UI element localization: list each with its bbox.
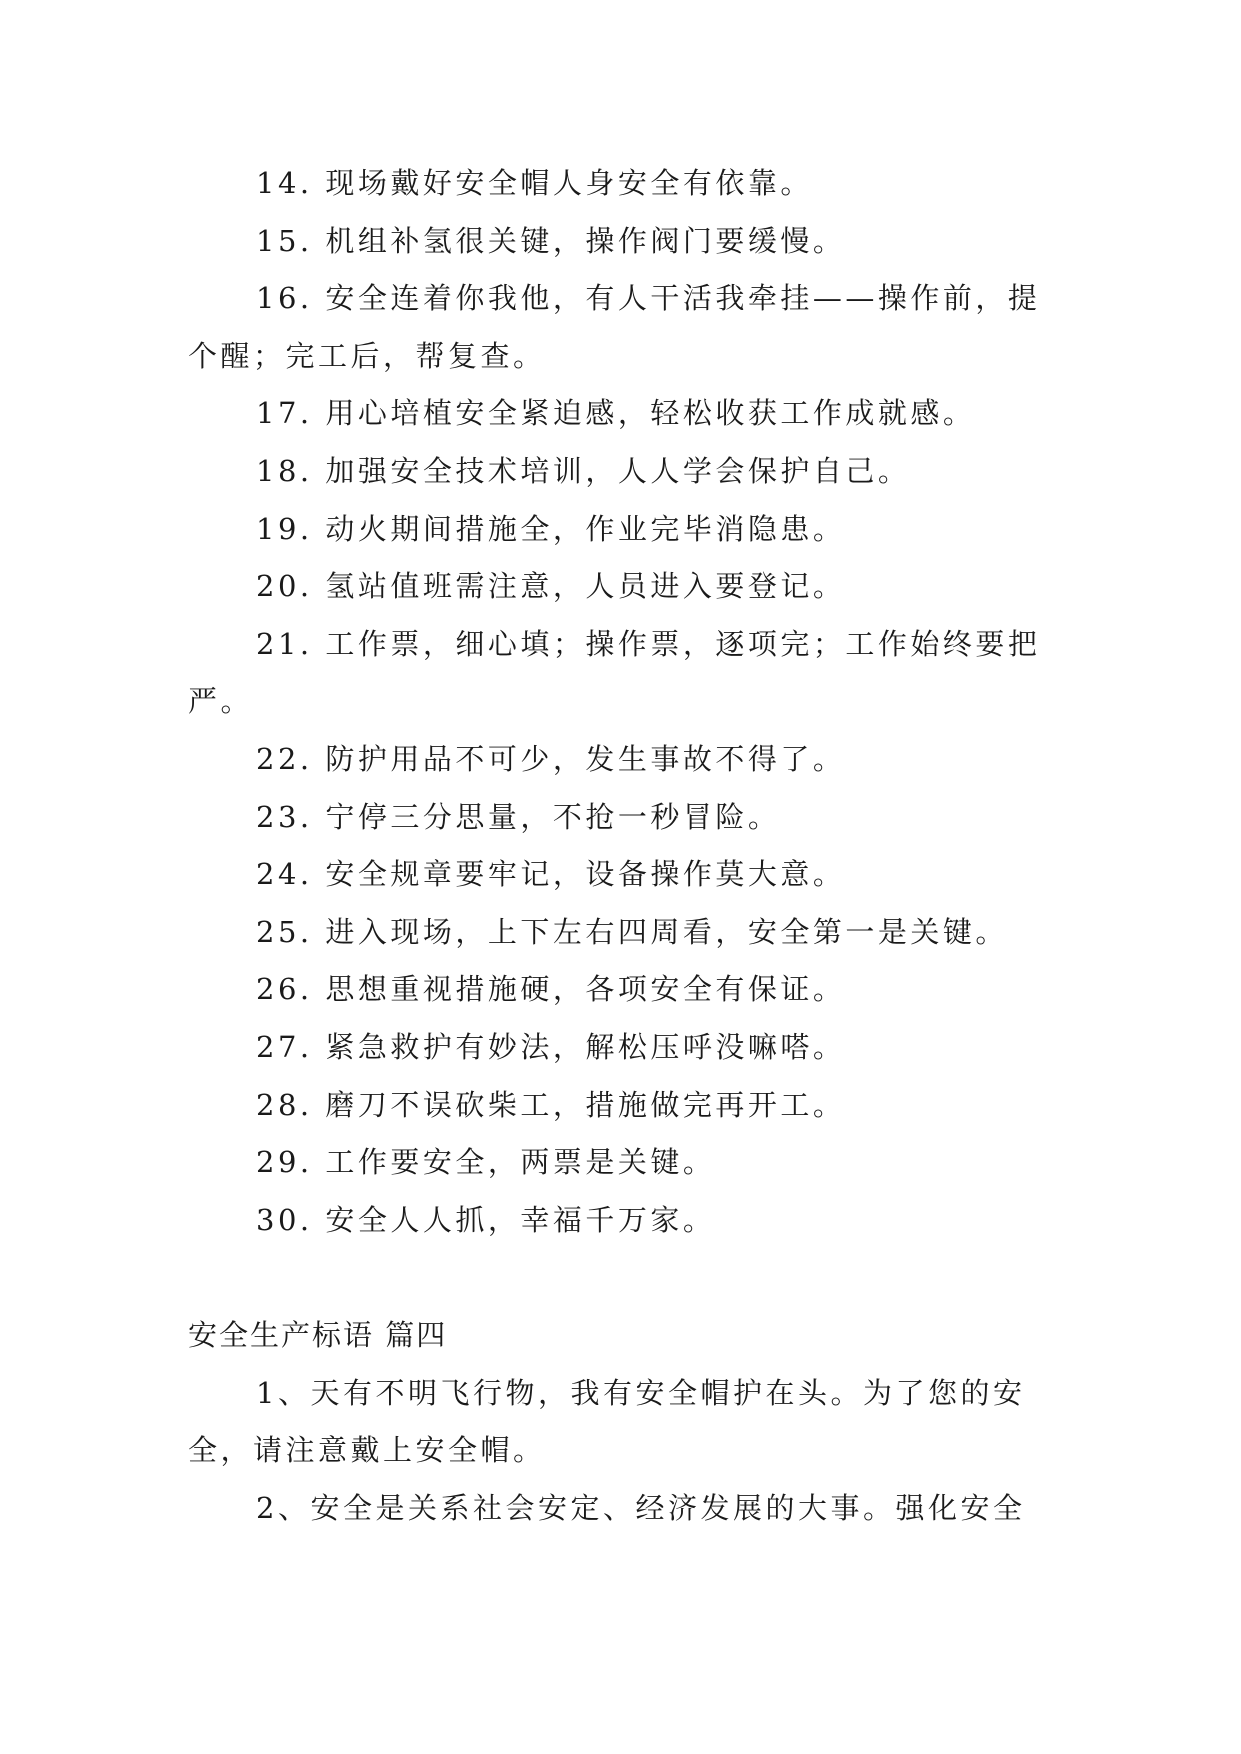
list-item-23: 23. 宁停三分思量，不抢一秒冒险。 [256, 799, 781, 834]
document-body [188, 155, 1048, 1538]
list-item-26: 26. 思想重视措施硬，各项安全有保证。 [256, 972, 846, 1007]
list-item-25: 25. 进入现场，上下左右四周看，安全第一是关键。 [256, 914, 1008, 949]
list-item-21: 21. 工作票，细心填；操作票，逐项完；工作始终要把 [256, 626, 1041, 661]
list-item-18: 18. 加强安全技术培训，人人学会保护自己。 [256, 453, 911, 488]
list-item-17: 17. 用心培植安全紧迫感，轻松收获工作成就感。 [256, 396, 976, 431]
slogan-item-1: 1、天有不明飞行物，我有安全帽护在头。为了您的安 [256, 1375, 1026, 1410]
list-item-19: 19. 动火期间措施全，作业完毕消隐患。 [256, 511, 846, 546]
list-item-24: 24. 安全规章要牢记，设备操作莫大意。 [256, 857, 846, 892]
list-item-15: 15. 机组补氢很关键，操作阀门要缓慢。 [256, 223, 846, 258]
list-item-27: 27. 紧急救护有妙法，解松压呼没嘛嗒。 [256, 1029, 846, 1064]
list-item-30: 30. 安全人人抓，幸福千万家。 [256, 1202, 716, 1237]
list-item-22: 22. 防护用品不可少，发生事故不得了。 [256, 741, 846, 776]
list-item-16-continuation: 个醒；完工后，帮复查。 [188, 338, 546, 373]
section-spacer [188, 1249, 1048, 1307]
list-item-21-continuation: 严。 [188, 684, 254, 719]
slogan-item-2: 2、安全是关系社会安定、经济发展的大事。强化安全 [256, 1491, 1026, 1526]
list-item-28: 28. 磨刀不误砍柴工，措施做完再开工。 [256, 1087, 846, 1122]
list-item-16: 16. 安全连着你我他，有人干活我牵挂——操作前，提 [256, 281, 1041, 316]
section-heading: 安全生产标语 篇四 [188, 1318, 448, 1353]
list-item-20: 20. 氢站值班需注意，人员进入要登记。 [256, 569, 846, 604]
slogan-item-1-continuation: 全，请注意戴上安全帽。 [188, 1433, 546, 1468]
list-item-14: 14. 现场戴好安全帽人身安全有依靠。 [256, 166, 813, 200]
list-item-29: 29. 工作要安全，两票是关键。 [256, 1145, 716, 1180]
